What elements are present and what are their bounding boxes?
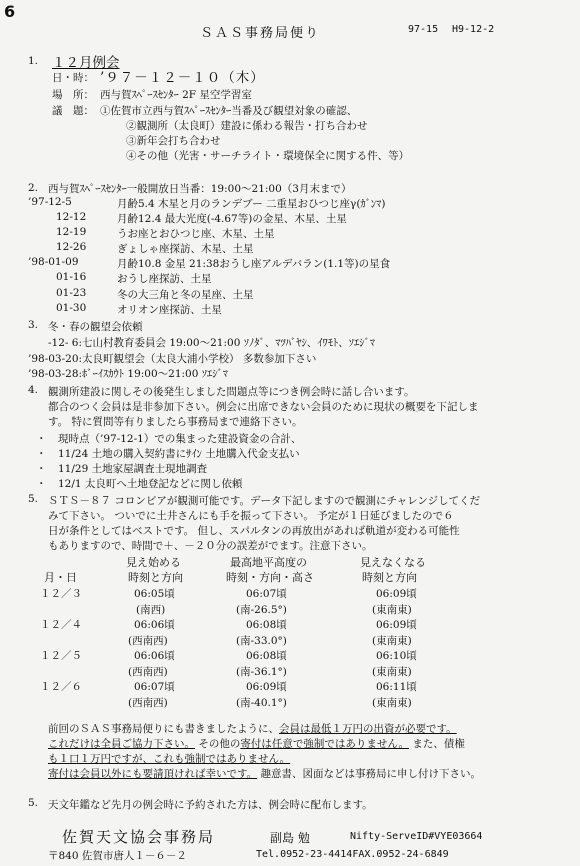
footer-phone: Tel.0952-23-4414FAX.0952-24-6849: [256, 849, 449, 860]
duty-date: ’98-01-09: [28, 256, 79, 268]
col-header-start: 見え始める: [126, 556, 181, 569]
pass-max-position: (南-36.1°): [236, 666, 287, 678]
pass-end-direction: (東南東): [372, 666, 412, 678]
bullet-mark: ・: [36, 433, 47, 445]
pass-start-direction: (西南西): [128, 635, 168, 647]
document-date: H9-12-2: [452, 24, 495, 35]
bullet-text: 11/24 土地の購入契約書にｻｲﾝ 土地購入代金支払い: [58, 448, 300, 460]
section-5-text: ＳＴＳ－８７ コロンビアが観測可能です。データ下記しますので観測にチャレンジしてくだ: [48, 495, 481, 507]
duty-date: 01-16: [56, 271, 87, 283]
section-5-text: みて下さい。 ついでに土井さんにも手を振って下さい。 予定が１日延びましたので６: [48, 510, 454, 522]
dues-paragraph-line: [48, 736, 465, 751]
section-5-text: 日が条件としてはベストです。 但し、スパルタンの再放出があれば軌道が変わる可能性: [48, 525, 460, 537]
pass-max-time: 06:09頃: [246, 681, 287, 693]
pass-start-time: 06:06頃: [134, 650, 175, 662]
section-2-title: 西与賀ｽﾍﾟｰｽｾﾝﾀｰ一般開放日当番：19:00～21:00（3月末まで）: [48, 183, 352, 195]
pass-max-time: 06:07頃: [246, 588, 287, 600]
observation-request: ’98-03-20:太良町観望会（太良大浦小学校） 多数参加下さい: [28, 353, 317, 365]
pass-max-position: (南-33.0°): [236, 635, 287, 647]
dues-text: また、債権: [408, 738, 465, 750]
col-header-start: 時刻と方向: [128, 571, 183, 584]
section-5-number: 5.: [28, 493, 39, 505]
section-1-title: １２月例会: [52, 55, 120, 71]
section-4-text: 観測所建設に関しその後発生しました問題点等につき例会時に話し合います。: [48, 386, 415, 398]
duty-text: ぎょしゃ座探訪、木星、土星: [117, 243, 254, 255]
agenda-item: ③新年会打ち合わせ: [126, 135, 221, 147]
pass-end-direction: (東南東): [372, 604, 412, 616]
section-3-number: 3.: [28, 319, 39, 331]
agenda-item: ②観測所（太良町）建設に係わる報告・打ち合わせ: [126, 120, 368, 132]
agenda-label: 議 題：: [52, 105, 94, 117]
pass-max-position: (南-40.1°): [236, 697, 287, 709]
footer-address: 〒840 佐賀市唐人１－６－２: [48, 850, 187, 862]
dues-text: 趣意書、図面などは事務局に申し付け下さい。: [257, 768, 482, 780]
section-6-number: 5.: [28, 797, 39, 809]
section-3-title: 冬・春の観望会依頼: [48, 321, 143, 333]
agenda-item: ④その他（光害・サーチライト・環境保全に関する件、等）: [126, 150, 410, 162]
dues-emphasis: これだけは全員ご協力下さい。: [48, 738, 195, 750]
pass-end-time: 06:10頃: [376, 650, 417, 662]
meeting-date-label: 日・時：: [52, 72, 94, 84]
pass-date: １２／３: [40, 588, 82, 600]
dues-text: 前回のＳＡＳ事務局便りにも書きましたように、: [48, 723, 279, 735]
pass-end-time: 06:09頃: [376, 588, 417, 600]
pass-max-time: 06:08頃: [246, 650, 287, 662]
duty-text: 月齢10.8 金星 21:38おうし座アルデバラン(1.1等)の星食: [117, 258, 391, 270]
pass-date: １２／５: [40, 650, 82, 662]
section-6-text: 天文年鑑など先月の例会時に予約された方は、例会時に配布します。: [48, 799, 373, 811]
pass-start-direction: (西南西): [128, 697, 168, 709]
footer-nifty-id: Nifty-ServeID#VYE03664: [350, 831, 483, 842]
document-title: ＳＡＳ事務局便り: [200, 26, 321, 41]
observation-request: ’98-03-28:ﾎﾞｰｲｽｶｳﾄ 19:00～21:00 ｿｴｼﾞﾏ: [28, 368, 228, 380]
bullet-mark: ・: [36, 463, 47, 475]
pass-end-time: 06:11頃: [376, 681, 417, 693]
duty-text: 冬の大三角と冬の星座、土星: [117, 289, 254, 301]
duty-text: オリオン座探訪、土星: [117, 304, 222, 316]
section-4-text: 都合のつく会員は是非参加下さい。例会に出席できない会員のために現状の概要を下記しま: [48, 401, 479, 413]
duty-text: おうし座探訪、土星: [117, 273, 212, 285]
duty-date: 12-12: [56, 211, 87, 223]
dues-paragraph-line: [48, 721, 457, 736]
bullet-text: 12/1 太良町へ土地登記などに関し依頼: [58, 478, 243, 490]
duty-date: 01-30: [56, 302, 87, 314]
bullet-mark: ・: [36, 478, 47, 490]
section-4-number: 4.: [28, 384, 39, 396]
meeting-date-value: ’９７－１２－１０（木）: [100, 70, 265, 86]
pass-date: １２／４: [40, 619, 82, 631]
duty-text: 月齢5.4 木星と月のランデブー 二重星おひつじ座γ(ｶﾞﾝﾏ): [117, 198, 386, 210]
dues-emphasis: も１口１万円ですが、これも強制ではありません。: [48, 753, 291, 765]
col-header-end: 見えなくなる: [360, 556, 426, 569]
footer-organization: 佐賀天文協会事務局: [62, 828, 216, 846]
duty-date: ’97-12-5: [28, 196, 72, 208]
duty-date: 12-26: [56, 241, 87, 253]
meeting-place-value: 西与賀ｽﾍﾟｰｽｾﾝﾀｰ 2F 星空学習室: [100, 89, 252, 101]
meeting-place-label: 場 所：: [52, 89, 94, 101]
section-2-number: 2.: [28, 182, 39, 194]
agenda-item: ①佐賀市立西与賀ｽﾍﾟｰｽｾﾝﾀｰ当番及び観望対象の確認、: [100, 105, 358, 117]
bullet-mark: ・: [36, 448, 47, 460]
dues-emphasis: 寄付は会員以外にも要請頂ければ幸いです。: [48, 768, 258, 780]
duty-text: 月齢12.4 最大光度(-4.67等)の金星、木星、土星: [117, 213, 347, 225]
pass-end-time: 06:09頃: [376, 619, 417, 631]
pass-start-direction: (南西): [136, 604, 166, 616]
col-header-end: 時刻と方向: [362, 571, 417, 584]
document-number: 97-15: [408, 24, 439, 35]
bullet-text: 11/29 土地家屋調査士現地調査: [58, 463, 208, 475]
duty-text: うお座とおひつじ座、木星、土星: [117, 228, 275, 240]
col-header-max: 時刻・方向・高さ: [226, 571, 314, 584]
pass-start-time: 06:07頃: [134, 681, 175, 693]
pass-max-position: (南-26.5°): [236, 604, 287, 616]
pass-start-time: 06:05頃: [134, 588, 175, 600]
pass-start-direction: (西南西): [128, 666, 168, 678]
corner-handwritten-mark: 6: [4, 2, 16, 21]
section-1-number: 1.: [28, 55, 39, 67]
footer-person: 副島 勉: [270, 831, 310, 845]
section-4-text: す。 特に質問等有りましたら事務局まで連絡下さい。: [48, 416, 303, 428]
dues-paragraph-line: [48, 766, 481, 781]
bullet-text: 現時点（’97-12-1）での集まった建設資金の合計、: [58, 433, 302, 445]
pass-end-direction: (東南東): [372, 697, 412, 709]
dues-text: その他の: [195, 738, 241, 750]
pass-max-time: 06:08頃: [246, 619, 287, 631]
observation-request: -12- 6:七山村教育委員会 19:00～21:00 ｿﾉﾀﾞ、ﾏﾂﾊﾞﾔｼ、ｲﾜﾓﾄ、ｿｴｼﾞﾏ: [48, 337, 375, 349]
pass-end-direction: (東南東): [372, 635, 412, 647]
dues-emphasis: 寄付は任意で強制ではありません。: [240, 738, 409, 750]
dues-emphasis: 会員は最低１万円の出資が必要です。: [279, 723, 457, 735]
col-header-max: 最高地平高度の: [230, 556, 307, 569]
pass-start-time: 06:06頃: [134, 619, 175, 631]
col-header-date: 月・日: [44, 571, 77, 584]
section-5-text: もありますので、時間で＋、－２０分の誤差がでます。注意下さい。: [48, 540, 373, 552]
duty-date: 01-23: [56, 287, 87, 299]
pass-date: １２／６: [40, 681, 82, 693]
duty-date: 12-19: [56, 226, 87, 238]
